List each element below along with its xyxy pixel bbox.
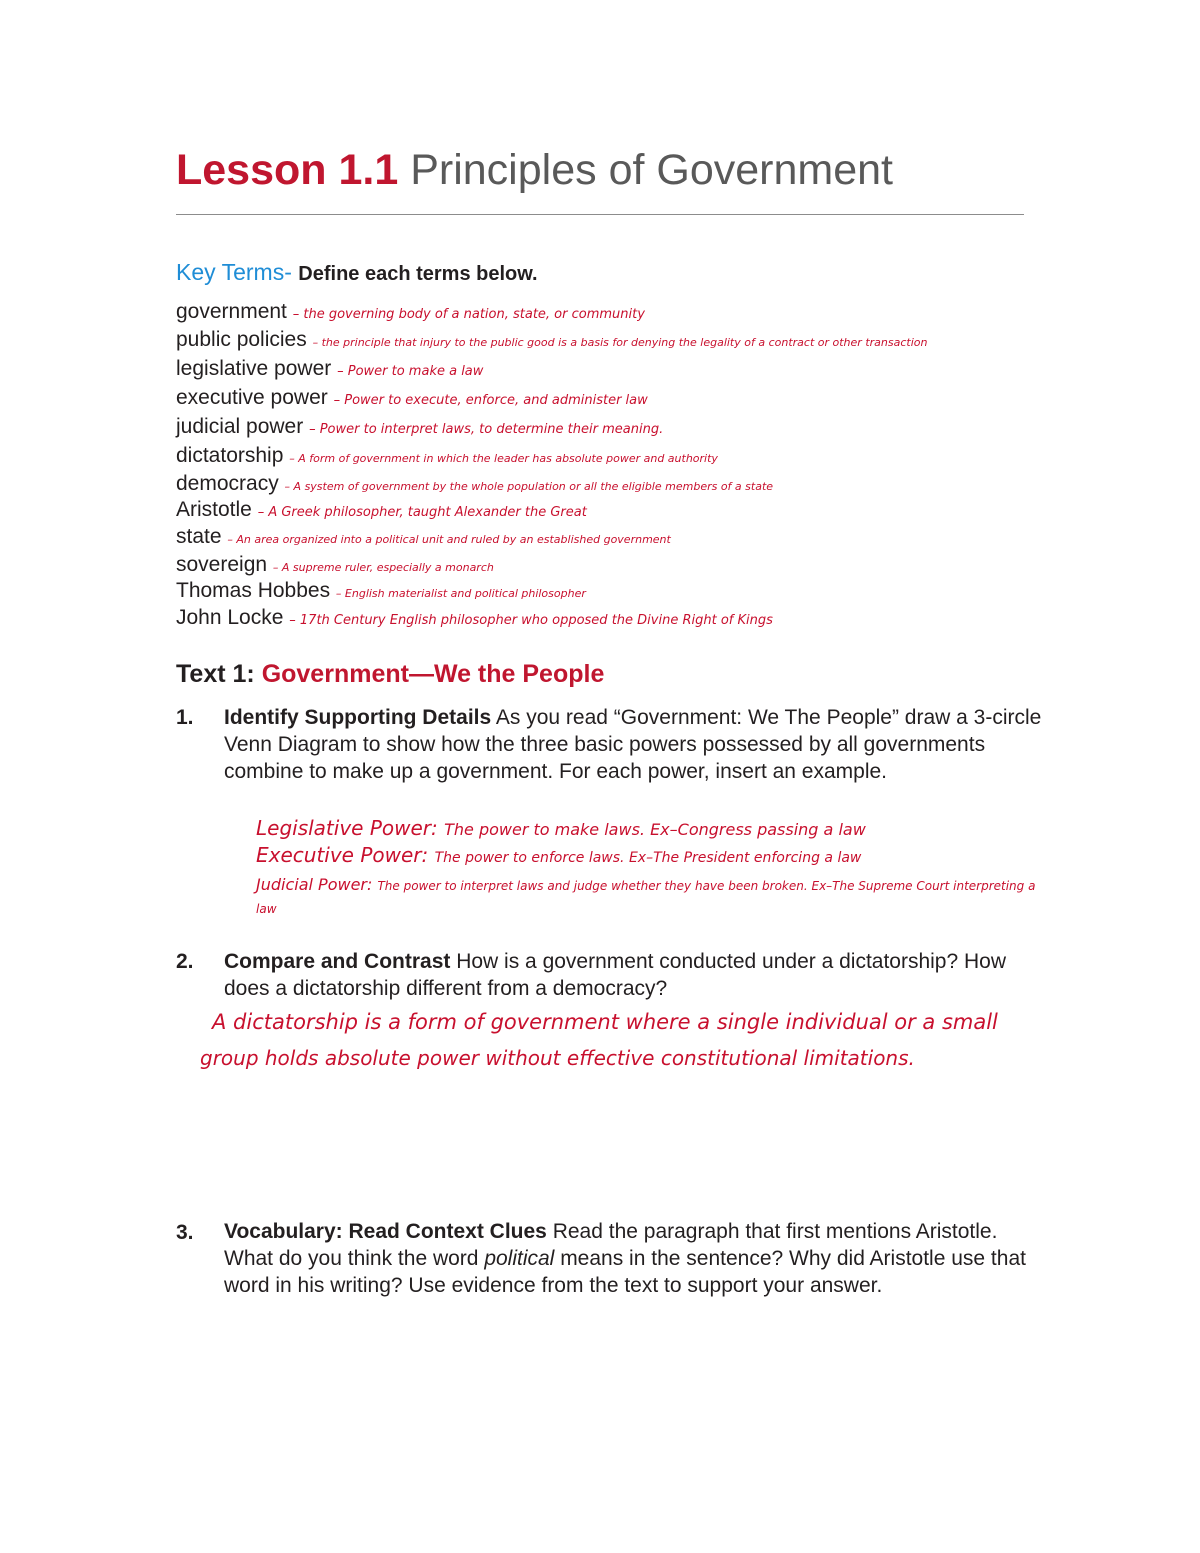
- term-definition: – Power to make a law: [337, 364, 484, 379]
- answer-label: Executive Power:: [256, 843, 429, 867]
- term-row: [176, 606, 773, 630]
- term-row: [176, 525, 671, 549]
- term-label: judicial power: [176, 415, 304, 438]
- question-emphasis: political: [484, 1247, 555, 1270]
- question-text: [224, 704, 1044, 785]
- term-row: [176, 328, 927, 352]
- term-label: public policies: [176, 328, 307, 351]
- answer-line: [256, 816, 866, 840]
- term-label: government: [176, 300, 287, 323]
- answer-text: The power to enforce laws. Ex–The President enforcing a law: [434, 850, 862, 866]
- key-terms-instruction: Define each terms below.: [298, 263, 538, 285]
- page-title: [176, 145, 893, 195]
- term-definition: – An area organized into a political unit and ruled by an established government: [227, 533, 671, 546]
- question-text: [224, 1218, 1044, 1299]
- text1-title: Government—We the People: [261, 660, 605, 688]
- term-label: sovereign: [176, 553, 268, 576]
- key-terms-heading: [176, 259, 538, 286]
- question-body: Read the paragraph that first mentions Aristotle. What do you think the word: [224, 1220, 998, 1270]
- answer-line: group holds absolute power without effective constitutional limitations.: [200, 1046, 915, 1070]
- term-definition: – English materialist and political philosopher: [335, 587, 586, 600]
- answer-label: Judicial Power:: [256, 875, 373, 894]
- term-definition: – Power to execute, enforce, and administer law: [333, 393, 648, 408]
- term-row: [176, 472, 773, 496]
- term-label: state: [176, 525, 222, 548]
- term-definition: – the principle that injury to the public good is a basis for denying the legality of a contract or other transaction: [312, 336, 928, 349]
- term-definition: – the governing body of a nation, state, or community: [292, 307, 645, 322]
- term-definition: – A supreme ruler, especially a monarch: [272, 561, 494, 574]
- term-definition: – A Greek philosopher, taught Alexander the Great: [257, 505, 587, 520]
- question-body: How is a government conducted under a dictatorship? How does a dictatorship different from a democracy?: [224, 950, 1007, 1000]
- key-terms-label: Key Terms-: [176, 259, 292, 285]
- term-label: democracy: [176, 472, 279, 495]
- question-number: 1.: [176, 706, 194, 729]
- term-row: [176, 386, 648, 410]
- title-divider: [176, 214, 1024, 215]
- answer-line: A dictatorship is a form of government where a single individual or a small: [212, 1010, 998, 1034]
- answer-line: [256, 874, 1056, 920]
- term-label: Aristotle: [176, 498, 252, 521]
- answer-label: Legislative Power:: [256, 816, 438, 840]
- answer-text: The power to make laws. Ex–Congress passing a law: [444, 820, 866, 839]
- question-heading: Vocabulary: Read Context Clues: [224, 1220, 547, 1243]
- question-number: 3.: [176, 1221, 194, 1244]
- question-body: As you read “Government: We The People” draw a 3-circle Venn Diagram to show how the three basic powers possessed by all governments combine to make up a government. For each power, insert an example.: [224, 706, 1042, 783]
- text1-heading: [176, 660, 604, 689]
- term-row: [176, 415, 663, 439]
- term-row: [176, 444, 718, 468]
- question-heading: Compare and Contrast: [224, 950, 451, 973]
- term-label: legislative power: [176, 357, 332, 380]
- term-row: [176, 300, 645, 324]
- term-row: [176, 579, 586, 603]
- answer-text: The power to interpret laws and judge whether they have been broken. Ex–The Supreme Court interpreting a law: [256, 879, 1036, 916]
- term-definition: – A system of government by the whole population or all the eligible members of a state: [284, 480, 774, 493]
- question-body: means in the sentence? Why did Aristotle use that word in his writing? Use evidence from the text to support your answer.: [224, 1247, 1026, 1297]
- term-label: executive power: [176, 386, 328, 409]
- term-label: John Locke: [176, 606, 284, 629]
- term-definition: – A form of government in which the leader has absolute power and authority: [289, 452, 718, 465]
- question-number: 2.: [176, 950, 194, 973]
- term-definition: – 17th Century English philosopher who opposed the Divine Right of Kings: [289, 613, 773, 628]
- lesson-title: Principles of Government: [410, 146, 893, 194]
- term-row: [176, 357, 483, 381]
- lesson-number: Lesson 1.1: [176, 146, 399, 194]
- answer-line: [256, 843, 861, 867]
- text1-label: Text 1:: [176, 660, 255, 688]
- term-row: [176, 553, 494, 577]
- question-text: [224, 948, 1044, 1002]
- term-label: Thomas Hobbes: [176, 579, 331, 602]
- question-heading: Identify Supporting Details: [224, 706, 492, 729]
- term-row: [176, 498, 587, 522]
- term-label: dictatorship: [176, 444, 284, 467]
- term-definition: – Power to interpret laws, to determine their meaning.: [309, 422, 664, 437]
